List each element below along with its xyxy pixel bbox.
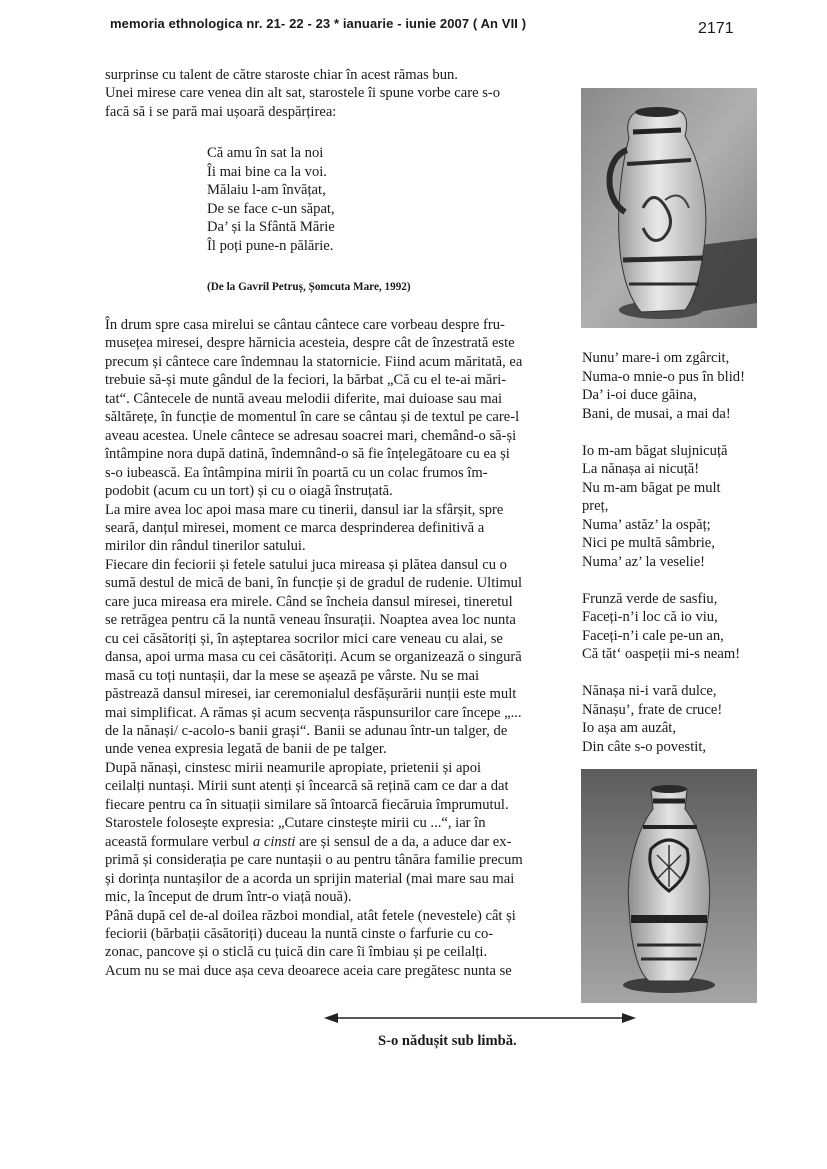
body-line: ceilalți nuntași. Mirii sunt atenți și încearcă să rețină cam ce dar a dat: [105, 778, 509, 795]
italic-term: a cinsti: [252, 833, 296, 850]
body-line: După nănași, cinstesc mirii neamurile apropiate, prietenii și apoi: [105, 759, 482, 776]
body-line: Până după cel de-al doilea război mondial, atât fetele (nevestele) cât și: [105, 907, 516, 924]
journal-header: memoria ethnologica nr. 21- 22 - 23 * ianuarie - iunie 2007 ( An VII ): [110, 16, 527, 31]
body-line: feciorii (bărbații căsătoriți) duceau la nuntă cinste o farfurie cu co-: [105, 925, 494, 942]
verse-line: Numa’ az’ la veselie!: [582, 553, 706, 570]
verse-line: Bani, de musai, a mai da!: [582, 405, 731, 422]
body-line: s-o iubească. Ea întâmpina mirii în poartă cu un colac frumos îm-: [105, 464, 488, 481]
body-line: musețea miresei, despre hărnicia acesteia, despre cât de înzestrată este: [105, 335, 515, 352]
verse-line: Nici pe multă sâmbrie,: [582, 535, 715, 551]
verse-line: La nănașa ai nicuță!: [582, 461, 700, 477]
verse-line: Frunză verde de sasfiu,: [582, 590, 718, 607]
body-line: cu cei căsătoriți și, în așteptarea socrilor mici care veneau cu alai, se: [105, 630, 503, 647]
side-verses: [582, 349, 782, 775]
body-line: păstrează dansul miresei, iar ceremonialul desfășurării nunții este mult: [105, 686, 517, 703]
body-line: [105, 833, 567, 851]
body-line: mirilor din rândul tinerilor satului.: [105, 538, 306, 555]
body-line: mic, la început de drum într-o viață nouă).: [105, 889, 352, 906]
verse-stanza: [582, 442, 782, 572]
double-arrow-icon: [324, 1011, 636, 1025]
poem-line: Îi mai bine ca la voi.: [207, 163, 327, 180]
verse-stanza: [582, 590, 782, 664]
verse-line: Da’ i-oi duce găina,: [582, 387, 697, 403]
body-line: Acum nu se mai duce așa ceva deoarece aceia care pregătesc nunta se: [105, 962, 512, 979]
poem: [207, 144, 335, 256]
page-number: 2171: [698, 20, 734, 37]
intro-line: Unei mirese care venea din alt sat, starostele îi spune vorbe care s-o: [105, 85, 501, 102]
verse-line: Io așa am auzât,: [582, 720, 676, 736]
body-line: întâmpine nora după datină, îndemnând-o să fie înțelegătoare cu ea și: [105, 446, 510, 463]
poem-line: Da’ și la Sfântă Mărie: [207, 219, 335, 236]
body-line: seară, danțul miresei, moment ce marca desprinderea definitivă a: [105, 519, 485, 536]
body-line: La mire avea loc apoi masa mare cu tinerii, dansul iar la sfârșit, spre: [105, 501, 504, 518]
verse-line: Din câte s-o povestit,: [582, 738, 707, 755]
body-line: În drum spre casa mirelui se cântau cântece care vorbeau despre fru-: [105, 317, 505, 333]
body-line: podobit (acum cu un tort) și cu o oiagă înstruțată.: [105, 483, 393, 500]
jug-photo-image: [581, 769, 757, 1003]
verse-line: Faceți-n’i cale pe-un an,: [582, 627, 724, 644]
body-line-start: această formulare verbul: [105, 833, 253, 850]
body-line: primă și considerația pe care nuntașii o au pentru tânăra familie precum: [105, 852, 523, 869]
body-line: săltărețe, în funcție de momentul în care se cântau și de textul pe care-l: [105, 409, 520, 426]
body-line: unde venea expresia legată de banii de pe talger.: [105, 741, 387, 758]
body-line: Fiecare din feciorii și fetele satului juca mireasa și plătea dansul cu o: [105, 556, 507, 573]
body-line: fiecare pentru ca în situații similare să întoarcă fiecăruia împrumutul.: [105, 796, 509, 813]
intro-line: facă să i se pară mai ușoară despărțirea:: [105, 103, 337, 120]
footer-caption: S-o nădușit sub limbă.: [378, 1033, 517, 1049]
intro-line: surprinse cu talent de către staroste chiar în acest rămas bun.: [105, 67, 458, 83]
ceramic-jug-photo-2: [581, 769, 757, 1003]
verse-line: preț,: [582, 498, 609, 514]
body-line: masă cu toți nuntașii, dar la mese se așează pe vârste. Nu se mai: [105, 667, 480, 684]
body-line: care juca mireasa era mirele. Când se încheia dansul miresei, tineretul: [105, 593, 513, 610]
verse-line: Că tăt‘ oaspeții mi-s neam!: [582, 646, 741, 662]
body-line: dansa, apoi urma masa cu cei căsătoriți. Acum se organizează o singură: [105, 649, 522, 666]
intro-paragraph: [105, 66, 567, 121]
poem-attribution: (De la Gavril Petruș, Șomcuta Mare, 1992): [207, 281, 411, 293]
poem-line: Îl poți pune-n pălărie.: [207, 237, 334, 254]
verse-line: Numa’ astăz’ la ospăț;: [582, 516, 711, 533]
body-line: mai simplificat. A rămas și acum secvența răspunsurilor care începe „...: [105, 704, 522, 721]
jug-photo-image: [581, 88, 757, 328]
verse-line: Nănașu’, frate de cruce!: [582, 701, 723, 718]
body-line: precum și cântece care îndemnau la statornicie. Fiind acum măritată, ea: [105, 353, 523, 370]
body-line: trebuie să-și mute gândul de la feciori, la bărbat „Că cu el te-ai mări-: [105, 372, 507, 389]
verse-line: Faceți-n’i loc că io viu,: [582, 609, 718, 625]
poem-line: Mălaiu l-am învățat,: [207, 182, 326, 199]
verse-line: Io m-am băgat slujnicuță: [582, 442, 728, 459]
poem-line: De se face c-un săpat,: [207, 200, 335, 217]
verse-stanza: [582, 349, 782, 423]
body-line: se retrăgea pentru că la nuntă veneau însurații. Noaptea avea loc nunta: [105, 612, 516, 629]
body-line: Starostele folosește expresia: „Cutare cinstește mirii cu ...“, iar în: [105, 815, 486, 832]
poem-line: Că amu în sat la noi: [207, 145, 324, 161]
verse-line: Numa-o mnie-o pus în blid!: [582, 368, 745, 385]
verse-line: Nănașa ni-i vară dulce,: [582, 683, 717, 699]
body-line: de la nănași/ c-acolo-s banii grași“. Banii se adunau într-un talger, de: [105, 722, 508, 739]
body-line: zonac, pancove și o sticlă cu țuică din care îi îmbiau și pe ceilalți.: [105, 944, 488, 961]
verse-line: Nunu’ mare-i om zgârcit,: [582, 350, 730, 366]
verse-stanza: [582, 682, 782, 756]
body-line: tat“. Cântecele de nuntă aveau melodii diferite, mai duioase sau mai: [105, 390, 503, 407]
ceramic-jug-photo-1: [581, 88, 757, 328]
verse-line: Nu m-am băgat pe mult: [582, 479, 721, 496]
body-line: aveau acestea. Unele cântece se adresau soacrei mari, chemând-o să-și: [105, 427, 517, 444]
body-line: sumă destul de mică de bani, în funcție și de gradul de rudenie. Ultimul: [105, 575, 523, 592]
body-text: [105, 316, 567, 980]
body-line-end: are și sensul de a da, a aduce dar ex-: [295, 833, 512, 850]
body-line: și dorința nuntașilor de a acorda un sprijin material (mai mare sau mai: [105, 870, 515, 887]
